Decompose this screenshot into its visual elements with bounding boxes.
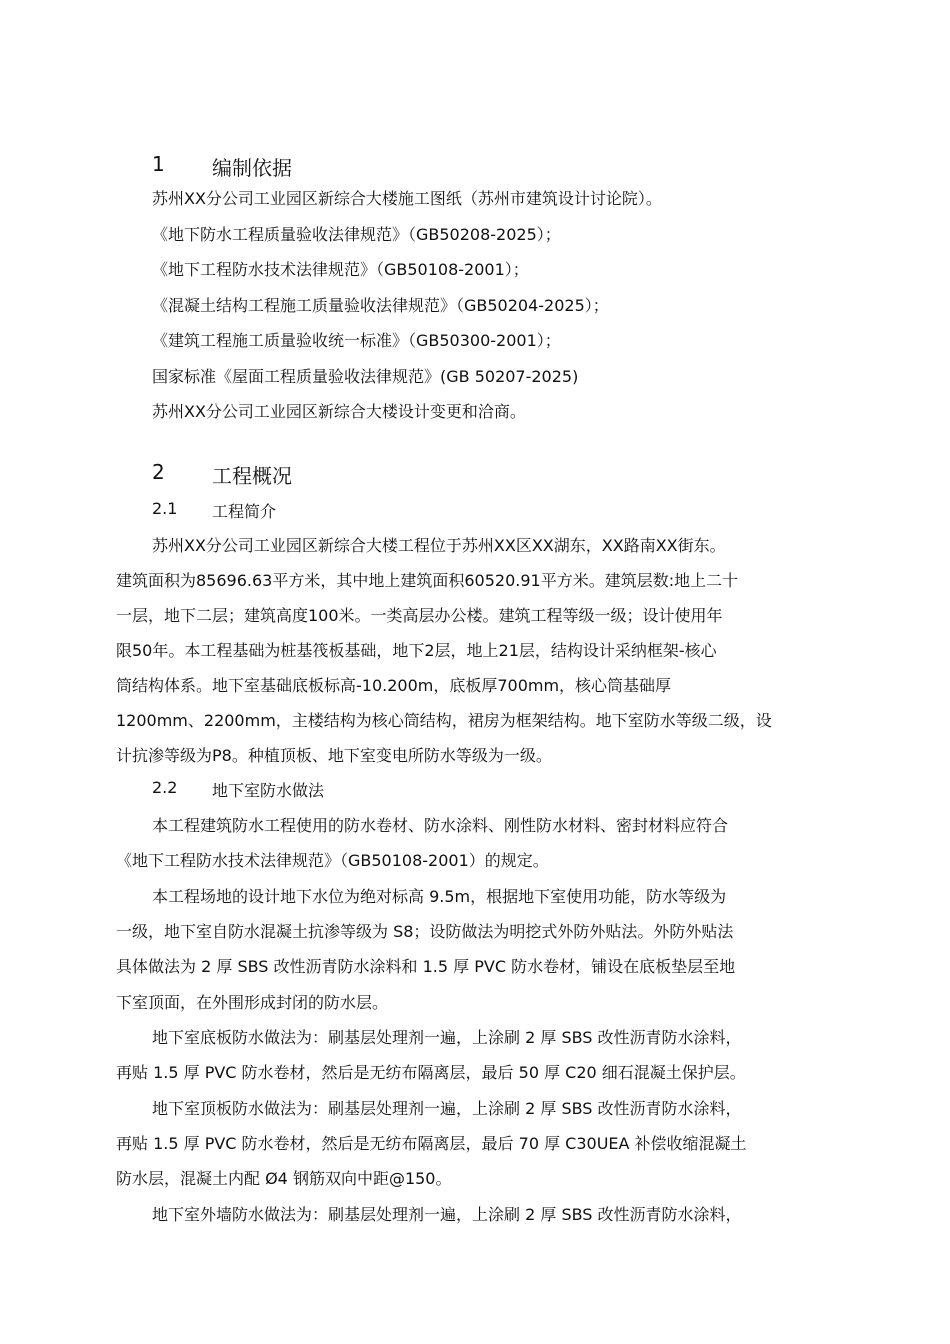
subsection-number: 2.1	[152, 499, 178, 518]
paragraph-line: 一级，地下室自防水混凝土抗渗等级为 S8；设防做法为明挖式外防外贴法。外防外贴法	[116, 922, 734, 941]
reference-item: 《混凝土结构工程施工质量验收法律规范》（GB50204-2025）；	[152, 296, 609, 315]
paragraph-line: 本工程场地的设计地下水位为绝对标高 9.5m，根据地下室使用功能，防水等级为	[152, 887, 727, 906]
section-title: 编制依据	[212, 156, 292, 180]
paragraph-line: 苏州XX分公司工业园区新综合大楼工程位于苏州XX区XX湖东，XX路南XX街东。	[152, 536, 726, 555]
paragraph-line: 《地下工程防水技术法律规范》（GB50108-2001）的规定。	[116, 851, 549, 870]
paragraph-line: 限50年。本工程基础为桩基筏板基础，地下2层，地上21层，结构设计采纳框架-核心	[116, 641, 717, 660]
reference-item: 苏州XX分公司工业园区新综合大楼设计变更和洽商。	[152, 402, 526, 421]
subsection-title: 工程简介	[212, 502, 277, 521]
subsection-title: 地下室防水做法	[212, 781, 325, 800]
subsection-number: 2.2	[152, 778, 178, 797]
paragraph-line: 一层，地下二层；建筑高度100米。一类高层办公楼。建筑工程等级一级；设计使用年	[116, 606, 723, 625]
paragraph-line: 建筑面积为85696.63平方米，其中地上建筑面积60520.91平方米。建筑层数:地上二十	[116, 571, 739, 590]
paragraph-line: 本工程建筑防水工程使用的防水卷材、防水涂料、刚性防水材料、密封材料应符合	[152, 816, 729, 835]
paragraph-line: 地下室外墙防水做法为：刷基层处理剂一遍，上涂刷 2 厚 SBS 改性沥青防水涂料，	[152, 1205, 742, 1224]
paragraph-line: 地下室底板防水做法为：刷基层处理剂一遍，上涂刷 2 厚 SBS 改性沥青防水涂料，	[152, 1028, 742, 1047]
paragraph-line: 下室顶面，在外围形成封闭的防水层。	[116, 993, 389, 1012]
section-number: 1	[152, 152, 165, 176]
paragraph-line: 地下室顶板防水做法为：刷基层处理剂一遍，上涂刷 2 厚 SBS 改性沥青防水涂料，	[152, 1099, 742, 1118]
reference-item: 《建筑工程施工质量验收统一标准》（GB50300-2001）；	[152, 331, 561, 350]
reference-item: 《地下工程防水技术法律规范》（GB50108-2001）；	[152, 260, 529, 279]
section-number: 2	[152, 460, 165, 484]
paragraph-line: 再贴 1.5 厚 PVC 防水卷材，然后是无纺布隔离层，最后 70 厚 C30UEA 补偿收缩混凝土	[116, 1134, 747, 1153]
reference-item: 苏州XX分公司工业园区新综合大楼施工图纸（苏州市建筑设计讨论院）。	[152, 189, 662, 208]
reference-item: 国家标准《屋面工程质量验收法律规范》(GB 50207-2025)	[152, 367, 579, 386]
section-title: 工程概况	[212, 464, 292, 488]
reference-item: 《地下防水工程质量验收法律规范》（GB50208-2025）；	[152, 225, 561, 244]
paragraph-line: 具体做法为 2 厚 SBS 改性沥青防水涂料和 1.5 厚 PVC 防水卷材，铺设在底板垫层至地	[116, 957, 736, 976]
paragraph-line: 筒结构体系。地下室基础底板标高-10.200m，底板厚700mm，核心筒基础厚	[116, 676, 672, 695]
paragraph-line: 1200mm、2200mm，主楼结构为核心筒结构，裙房为框架结构。地下室防水等级二级，设	[116, 711, 772, 730]
paragraph-line: 计抗渗等级为P8。种植顶板、地下室变电所防水等级为一级。	[116, 746, 552, 765]
paragraph-line: 防水层，混凝土内配 Ø4 钢筋双向中距@150。	[116, 1169, 452, 1188]
paragraph-line: 再贴 1.5 厚 PVC 防水卷材，然后是无纺布隔离层，最后 50 厚 C20 细石混凝土保护层。	[116, 1063, 746, 1082]
